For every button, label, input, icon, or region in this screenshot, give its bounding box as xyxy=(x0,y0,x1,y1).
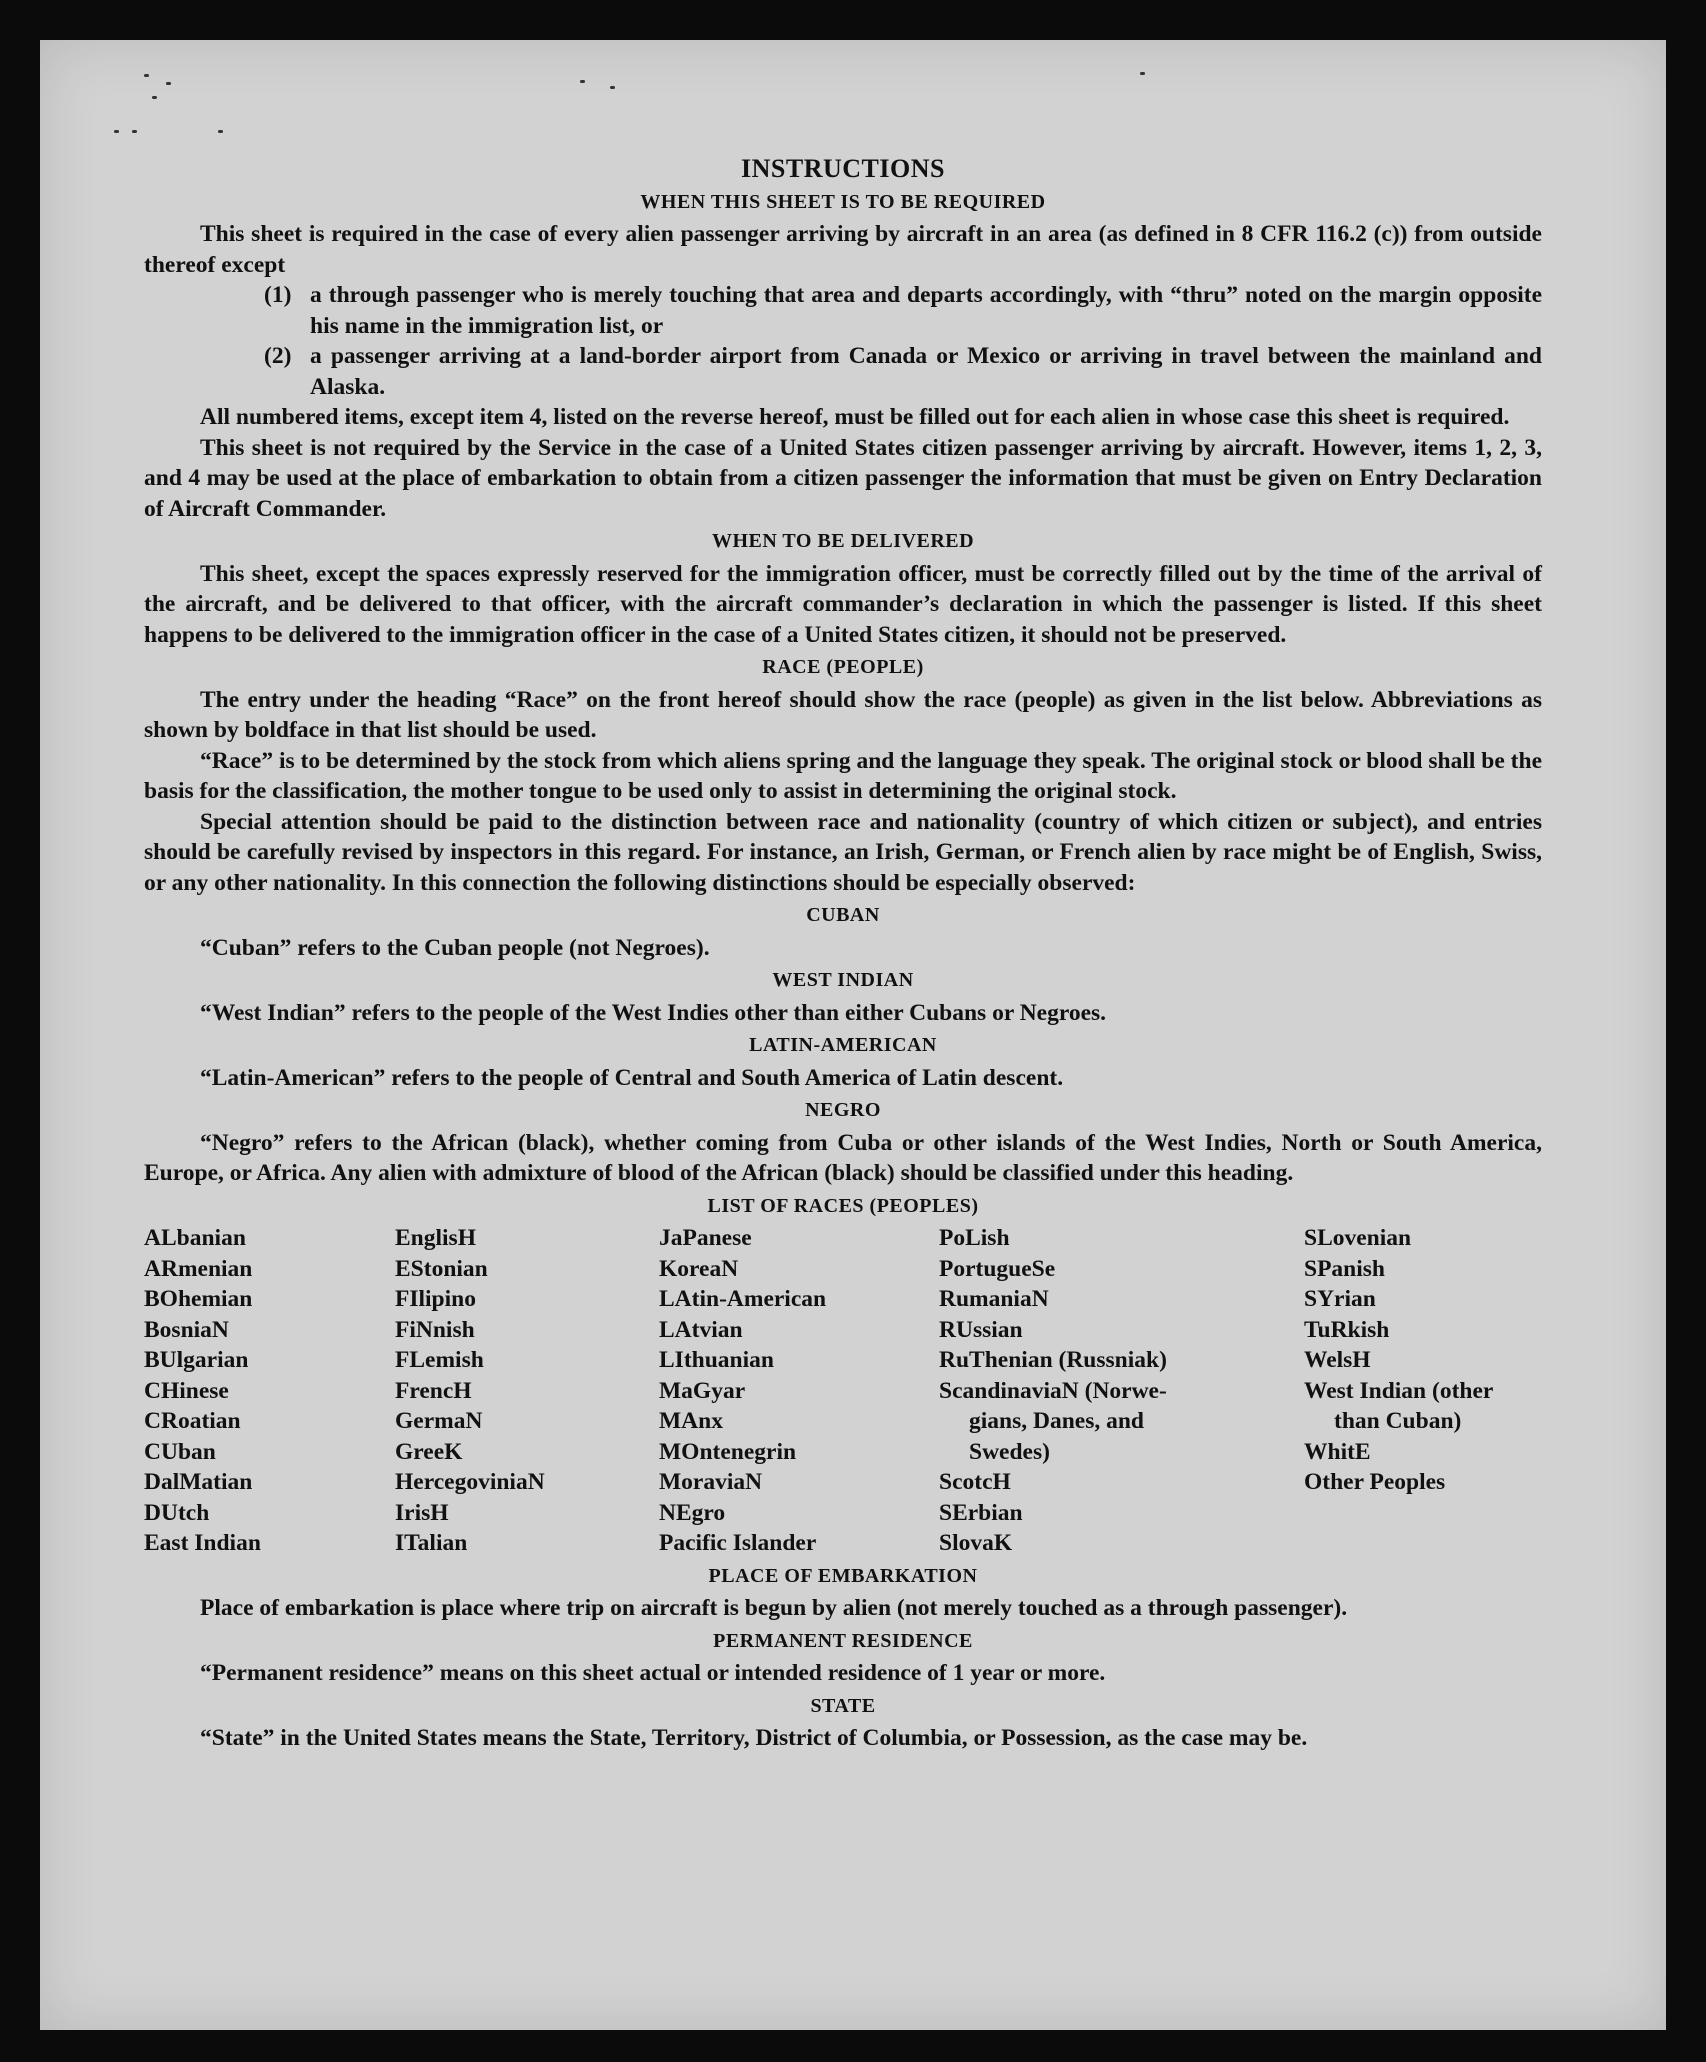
scan-speck xyxy=(144,74,149,77)
exception-item-1 xyxy=(144,280,1542,341)
race-para-2: “Race” is to be determined by the stock from which aliens spring and the language they speak. The original stock or blood shall be the basis for the classification, the mother tongue to be used only to assist in determining the original stock. xyxy=(144,747,1542,804)
race-entry: BOhemian xyxy=(144,1286,253,1312)
west-indian-text: “West Indian” refers to the people of the West Indies other than either Cubans or Negroes. xyxy=(200,999,1107,1026)
when-required-para-2: All numbered items, except item 4, listed on the reverse hereof, must be filled out for each alien in whose case this sheet is required. xyxy=(200,404,1510,430)
exception-number: (1) xyxy=(264,282,292,308)
when-required-para-3: This sheet is not required by the Service in the case of a United States citizen passenger arriving by aircraft. However, items 1, 2, 3, and 4 may be used at the place of embarkation to obtain from a citizen passenger the information that must be given on Entry Declaration of Aircraft Commander. xyxy=(144,434,1542,522)
exception-number: (2) xyxy=(264,343,292,369)
race-entry: WelsH xyxy=(1304,1347,1371,1373)
races-column-1 xyxy=(144,1223,395,1559)
race-entry: West Indian (other xyxy=(1304,1377,1494,1404)
embarkation-text: Place of embarkation is place where trip on aircraft is begun by alien (not merely touched as a through passenger). xyxy=(200,1595,1348,1621)
scan-speck xyxy=(152,96,157,99)
exception-text: a through passenger who is merely touching that area and departs accordingly, with “thru” noted on the margin opposite his name in the immigration list, or xyxy=(310,282,1542,339)
permanent-residence-text: “Permanent residence” means on this sheet actual or intended residence of 1 year or more. xyxy=(200,1660,1106,1686)
race-entry: IrisH xyxy=(395,1499,449,1526)
race-entry: CUban xyxy=(144,1438,216,1465)
race-para-1: The entry under the heading “Race” on the front hereof should show the race (people) as given in the list below. Abbreviations as shown by boldface in that list should be used. xyxy=(144,686,1542,743)
race-entry: RUssian xyxy=(939,1316,1023,1343)
race-entry: LAtvian xyxy=(659,1316,743,1343)
scan-speck xyxy=(218,130,223,133)
race-entry: BUlgarian xyxy=(144,1347,249,1373)
races-column-4 xyxy=(939,1223,1304,1559)
state-text: “State” in the United States means the State, Territory, District of Columbia, or Possession, as the case may be. xyxy=(200,1725,1308,1751)
race-entry: EnglisH xyxy=(395,1225,476,1251)
races-column-3 xyxy=(659,1223,939,1559)
races-table xyxy=(144,1223,1542,1559)
race-entry: KoreaN xyxy=(659,1255,739,1282)
race-entry: GermaN xyxy=(395,1408,483,1434)
race-entry: MOntenegrin xyxy=(659,1438,797,1465)
race-entry: SLovenian xyxy=(1304,1225,1412,1251)
race-entry: FIlipino xyxy=(395,1286,476,1312)
race-entry: Other Peoples xyxy=(1304,1469,1446,1495)
race-entry: DUtch xyxy=(144,1499,210,1526)
race-entry: CRoatian xyxy=(144,1408,241,1434)
race-entry: than Cuban) xyxy=(1334,1408,1462,1434)
when-required-intro: This sheet is required in the case of every alien passenger arriving by aircraft in an area (as defined in 8 CFR 116.2 (c)) from outside thereof except xyxy=(144,221,1542,278)
races-column-2 xyxy=(395,1223,659,1559)
race-entry: WhitE xyxy=(1304,1438,1371,1465)
exception-item-2 xyxy=(144,341,1542,402)
race-entry: LIthuanian xyxy=(659,1347,774,1373)
race-entry: Swedes) xyxy=(969,1438,1050,1465)
races-column-5 xyxy=(1304,1223,1542,1559)
scan-speck xyxy=(610,86,615,89)
race-entry: CHinese xyxy=(144,1377,229,1404)
race-entry: Pacific Islander xyxy=(659,1530,817,1556)
heading-permanent-residence: PERMANENT RESIDENCE xyxy=(713,1629,973,1652)
scan-speck xyxy=(166,82,171,85)
race-entry: FLemish xyxy=(395,1347,484,1373)
race-entry: MAnx xyxy=(659,1408,723,1434)
scan-speck xyxy=(1140,72,1145,75)
race-para-3: Special attention should be paid to the distinction between race and nationality (country of which citizen or subject), and entries should be carefully revised by inspectors in this regard. For instance, an Irish, German, or French alien by race might be of English, Swiss, or any other nationality. In this connection the following distinctions should be especially observed: xyxy=(144,808,1542,896)
race-entry: LAtin-American xyxy=(659,1286,827,1312)
race-entry: GreeK xyxy=(395,1438,463,1465)
race-entry: SlovaK xyxy=(939,1530,1013,1556)
heading-cuban: CUBAN xyxy=(806,904,880,926)
race-entry: SErbian xyxy=(939,1499,1023,1526)
scan-speck xyxy=(580,80,585,83)
negro-text: “Negro” refers to the African (black), whether coming from Cuba or other islands of the West Indies, North or South America, Europe, or Africa. Any alien with admixture of blood of the African (black) should be classified under this heading. xyxy=(144,1129,1542,1186)
race-entry: EStonian xyxy=(395,1255,488,1282)
race-entry: PortugueSe xyxy=(939,1255,1056,1282)
heading-list-of-races: LIST OF RACES (PEOPLES) xyxy=(707,1194,979,1217)
latin-american-text: “Latin-American” refers to the people of Central and South America of Latin descent. xyxy=(200,1064,1064,1091)
race-entry: East Indian xyxy=(144,1530,261,1556)
race-entry: MaGyar xyxy=(659,1377,746,1404)
cuban-text: “Cuban” refers to the Cuban people (not Negroes). xyxy=(200,934,710,961)
heading-embarkation: PLACE OF EMBARKATION xyxy=(708,1564,978,1587)
race-entry: FiNnish xyxy=(395,1316,475,1343)
race-entry: BosniaN xyxy=(144,1316,229,1343)
race-entry: ALbanian xyxy=(144,1225,246,1251)
when-delivered-text: This sheet, except the spaces expressly reserved for the immigration officer, must be correctly filled out by the time of the arrival of the aircraft, and be delivered to that officer, with the aircraft commander’s declaration in which the passenger is listed. If this sheet happens to be delivered to the immigration officer in the case of a United States citizen, it should not be preserved. xyxy=(144,560,1542,648)
race-entry: NEgro xyxy=(659,1499,726,1526)
race-entry: gians, Danes, and xyxy=(969,1408,1144,1434)
race-entry: ScotcH xyxy=(939,1469,1011,1495)
race-entry: SPanish xyxy=(1304,1255,1385,1282)
race-entry: MoraviaN xyxy=(659,1469,763,1495)
heading-when-delivered: WHEN TO BE DELIVERED xyxy=(711,530,975,552)
heading-when-required: WHEN THIS SHEET IS TO BE REQUIRED xyxy=(640,190,1046,213)
page-title: INSTRUCTIONS xyxy=(741,154,945,183)
heading-state: STATE xyxy=(810,1694,876,1717)
race-entry: TuRkish xyxy=(1304,1316,1390,1343)
heading-latin-american: LATIN-AMERICAN xyxy=(749,1034,937,1056)
exception-text: a passenger arriving at a land-border airport from Canada or Mexico or arriving in travel between the mainland and Alaska. xyxy=(310,343,1542,400)
race-entry: JaPanese xyxy=(659,1225,752,1251)
heading-negro: NEGRO xyxy=(805,1099,881,1121)
race-entry: DalMatian xyxy=(144,1469,253,1495)
race-entry: ARmenian xyxy=(144,1255,253,1282)
race-entry: ITalian xyxy=(395,1530,468,1556)
race-entry: RuThenian (Russniak) xyxy=(939,1347,1167,1373)
race-entry: ScandinaviaN (Norwe- xyxy=(939,1377,1167,1404)
heading-west-indian: WEST INDIAN xyxy=(772,969,914,991)
heading-race: RACE (PEOPLE) xyxy=(762,656,924,678)
instruction-sheet xyxy=(40,40,1666,2030)
race-entry: SYrian xyxy=(1304,1286,1376,1312)
scan-speck xyxy=(132,130,137,133)
race-entry: PoLish xyxy=(939,1225,1010,1251)
scan-speck xyxy=(114,130,119,133)
race-entry: HercegoviniaN xyxy=(395,1469,545,1495)
race-entry: RumaniaN xyxy=(939,1286,1049,1312)
race-entry: FrencH xyxy=(395,1377,472,1404)
